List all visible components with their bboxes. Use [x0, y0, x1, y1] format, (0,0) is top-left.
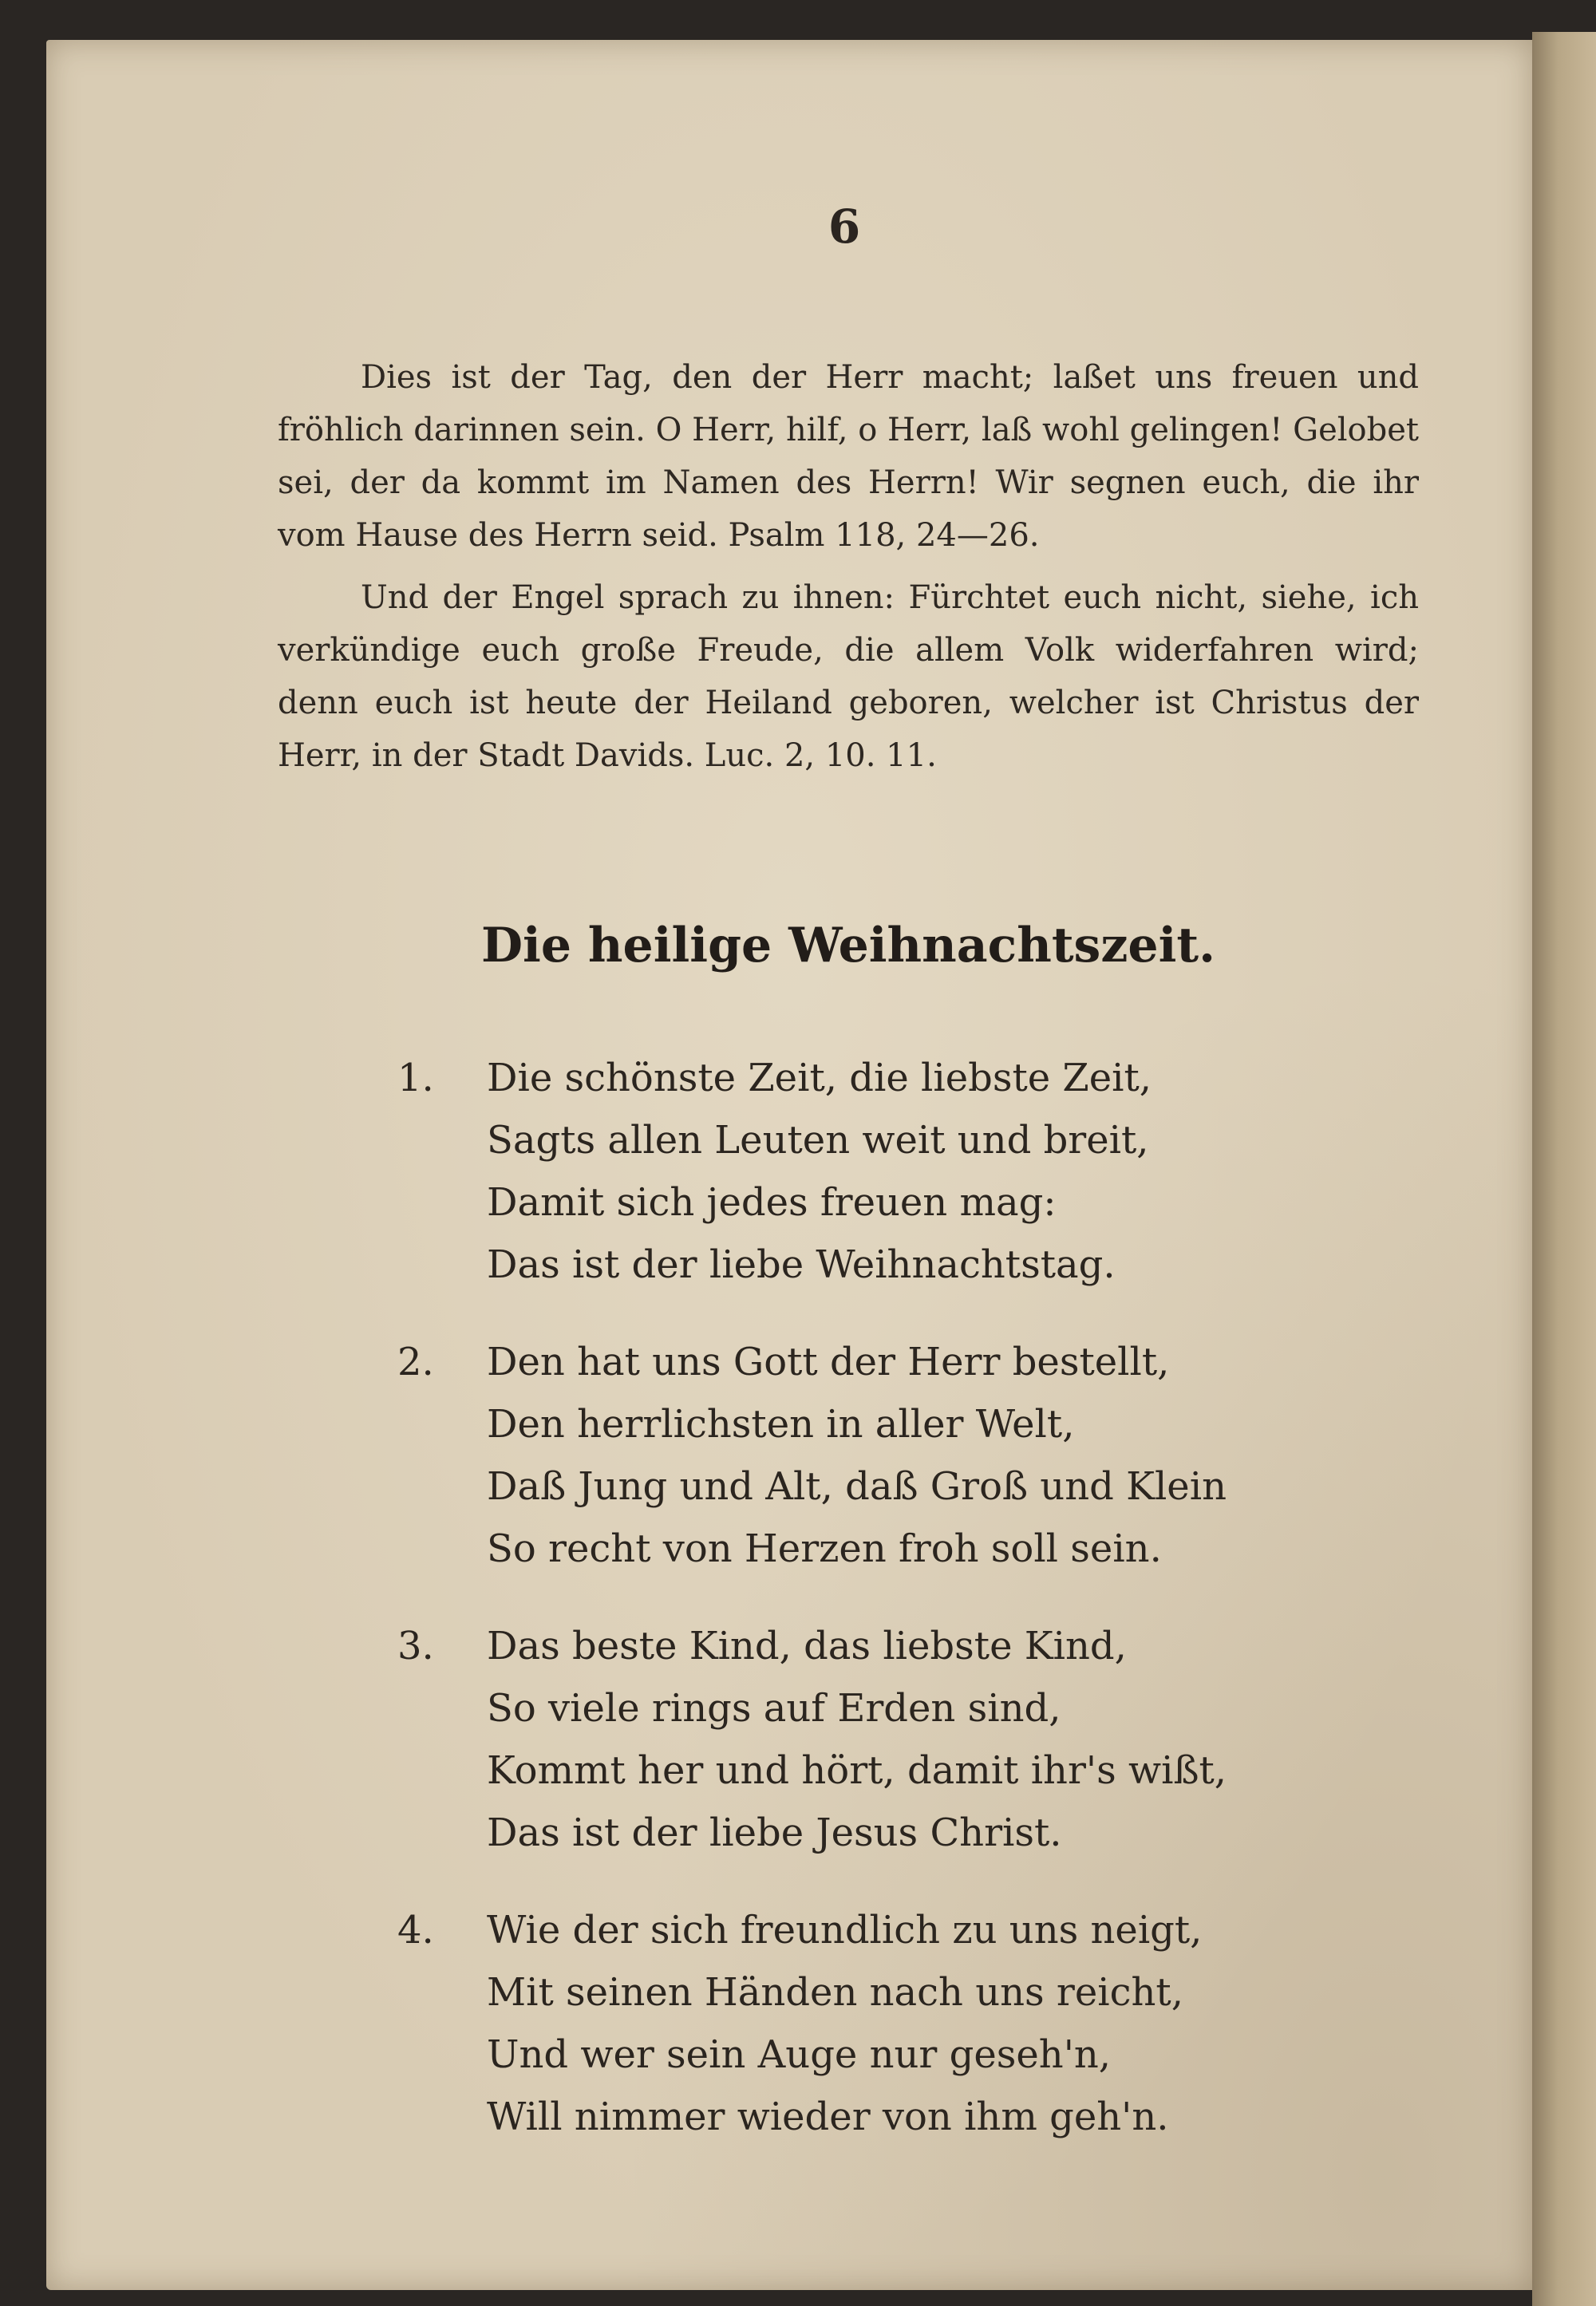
verse-1 — [397, 1047, 1435, 1331]
page-number: 6 — [828, 199, 861, 254]
verse-line: Das beste Kind, das liebste Kind, — [487, 1624, 1127, 1668]
verse-line: Daß Jung und Alt, daß Groß und Klein — [487, 1464, 1227, 1509]
verse-lines — [487, 1331, 1227, 1580]
verse-4 — [397, 1899, 1435, 2183]
verse-line: So viele rings auf Erden sind, — [487, 1686, 1061, 1731]
verse-number: 3. — [397, 1624, 434, 1668]
verse-line: So recht von Herzen froh soll sein. — [487, 1526, 1162, 1571]
verse-3 — [397, 1615, 1435, 1899]
hymn-title: Die heilige Weihnachtszeit. — [481, 918, 1215, 973]
verse-line: Damit sich jedes freuen mag: — [487, 1180, 1057, 1225]
verse-line: Sagts allen Leuten weit und breit, — [487, 1118, 1149, 1163]
verse-lines — [487, 1899, 1202, 2148]
verse-line: Das ist der liebe Weihnachtstag. — [487, 1242, 1116, 1287]
verse-line: Den hat uns Gott der Herr bestellt, — [487, 1340, 1170, 1384]
hymn-verses — [397, 1047, 1435, 2183]
verse-line: Und wer sein Auge nur geseh'n, — [487, 2032, 1112, 2077]
verse-line: Wie der sich freundlich zu uns neigt, — [487, 1908, 1203, 1953]
luke-paragraph: Und der Engel sprach zu ihnen: Fürchtet euch nicht, siehe, ich verkündige euch große Freude, die allem Volk widerfahren wird; denn euch ist heute der Heiland geboren, welcher ist Christus der Herr, in der Stadt Davids. Luc. 2, 10. 11. — [278, 579, 1419, 774]
book-page — [46, 40, 1532, 2290]
bible-verses — [278, 351, 1419, 792]
verse-line: Den herrlichsten in aller Welt, — [487, 1402, 1075, 1447]
verse-line: Mit seinen Händen nach uns reicht, — [487, 1970, 1183, 2015]
verse-number: 4. — [397, 1908, 434, 1953]
verse-line: Will nimmer wieder von ihm geh'n. — [487, 2095, 1169, 2139]
verse-number: 1. — [397, 1056, 434, 1100]
verse-line: Kommt her und hört, damit ihr's wißt, — [487, 1748, 1227, 1793]
psalm-paragraph: Dies ist der Tag, den der Herr macht; laßet uns freuen und fröhlich darinnen sein. O Herr, hilf, o Herr, laß wohl gelingen! Gelobet sei, der da kommt im Namen des Herrn! Wir segnen euch, die ihr vom Hause des Herrn seid. Psalm 118, 24—26. — [278, 359, 1419, 554]
verse-line: Die schönste Zeit, die liebste Zeit, — [487, 1056, 1152, 1100]
next-page-edge — [1532, 32, 1596, 2306]
verse-number: 2. — [397, 1340, 434, 1384]
verse-lines — [487, 1615, 1227, 1864]
verse-line: Das ist der liebe Jesus Christ. — [487, 1810, 1062, 1855]
verse-2 — [397, 1331, 1435, 1615]
verse-lines — [487, 1047, 1152, 1296]
